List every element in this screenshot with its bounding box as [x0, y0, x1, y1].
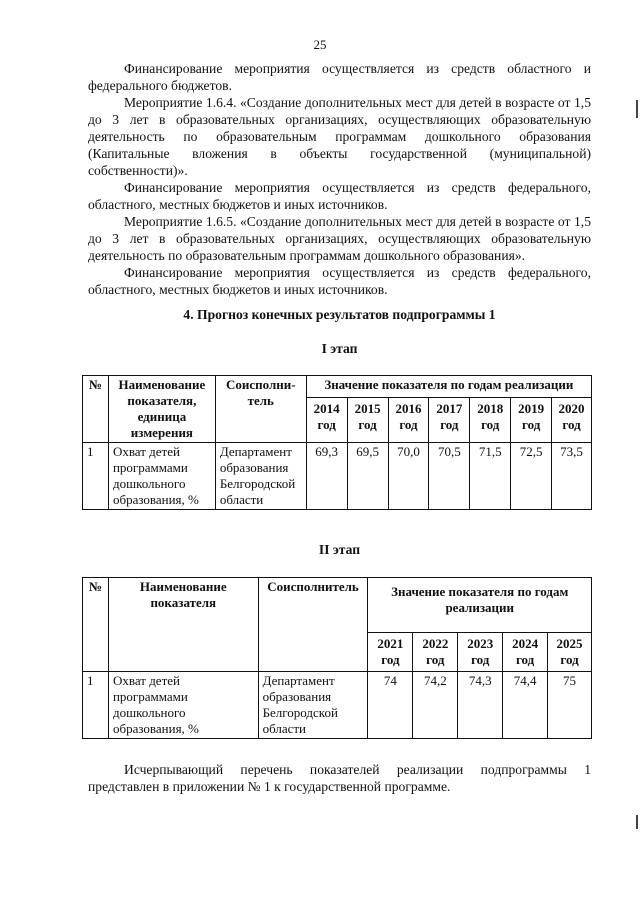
section-title: 4. Прогноз конечных результатов подпрограммы 1	[183, 307, 496, 322]
header-name: Наименование показателя	[108, 578, 258, 672]
stage1-title: I этап	[321, 341, 358, 356]
row-value: 71,5	[470, 443, 511, 510]
row-value: 74	[368, 672, 413, 739]
header-num: №	[83, 376, 109, 443]
stage2-title: II этап	[318, 542, 361, 557]
header-num: №	[83, 578, 109, 672]
paragraph: Исчерпывающий перечень показателей реализации подпрограммы 1 представлен в приложении № 1 к государственной программе.	[88, 762, 591, 794]
row-value: 72,5	[511, 443, 552, 510]
row-value: 73,5	[552, 443, 592, 510]
row-value: 70,5	[429, 443, 470, 510]
row-value: 75	[548, 672, 592, 739]
paragraph: Мероприятие 1.6.4. «Создание дополнительных мест для детей в возрасте от 1,5 до 3 лет в образовательных организациях, осуществляющих образовательную деятельность по образовательным программам дошкольного образования (Капитальные вложения в объекты государственной (муниципальной) собственности)».	[88, 95, 591, 178]
scan-mark	[636, 100, 638, 118]
row-value: 69,3	[306, 443, 347, 510]
table-row	[83, 672, 592, 739]
year-header: 2023 год	[458, 633, 503, 672]
row-name: Охват детей программами дошкольного образования, %	[108, 672, 258, 739]
row-value: 74,4	[503, 672, 548, 739]
row-coexecutor: Департамент образования Белгородской области	[258, 672, 368, 739]
year-header: 2014 год	[306, 397, 347, 442]
paragraph: Мероприятие 1.6.5. «Создание дополнительных мест для детей в возрасте от 1,5 до 3 лет в образовательных организациях, осуществляющих образовательную деятельность по образовательным программам дошкольного образования».	[88, 214, 591, 263]
header-coexecutor: Соисполни-тель	[215, 376, 306, 443]
scan-mark	[636, 815, 638, 829]
year-header: 2019 год	[511, 397, 552, 442]
header-value: Значение показателя по годам реализации	[368, 578, 592, 633]
year-header: 2015 год	[347, 397, 388, 442]
year-header: 2022 год	[413, 633, 458, 672]
header-value: Значение показателя по годам реализации	[306, 376, 591, 398]
year-header: 2025 год	[548, 633, 592, 672]
year-header: 2017 год	[429, 397, 470, 442]
year-header: 2018 год	[470, 397, 511, 442]
page-number: 25	[313, 37, 327, 52]
paragraph: Финансирование мероприятия осуществляется из средств федерального, областного, местных бюджетов и иных источников.	[88, 265, 591, 297]
row-name: Охват детей программами дошкольного образования, %	[108, 443, 215, 510]
row-coexecutor: Департамент образования Белгородской области	[215, 443, 306, 510]
row-value: 69,5	[347, 443, 388, 510]
row-value: 74,2	[413, 672, 458, 739]
paragraph: Финансирование мероприятия осуществляется из средств областного и федерального бюджетов.	[88, 61, 591, 93]
year-header: 2024 год	[503, 633, 548, 672]
closing-text	[88, 761, 591, 795]
header-coexecutor: Соисполнитель	[258, 578, 368, 672]
row-value: 74,3	[458, 672, 503, 739]
year-header: 2021 год	[368, 633, 413, 672]
row-num: 1	[83, 672, 109, 739]
table-row	[83, 443, 592, 510]
body-text	[88, 60, 591, 298]
year-header: 2020 год	[552, 397, 592, 442]
row-num: 1	[83, 443, 109, 510]
header-name: Наименование показателя, единица измерения	[108, 376, 215, 443]
row-value: 70,0	[388, 443, 429, 510]
stage2-table	[82, 577, 592, 739]
paragraph: Финансирование мероприятия осуществляется из средств федерального, областного, местных бюджетов и иных источников.	[88, 180, 591, 212]
year-header: 2016 год	[388, 397, 429, 442]
stage1-table	[82, 375, 592, 510]
